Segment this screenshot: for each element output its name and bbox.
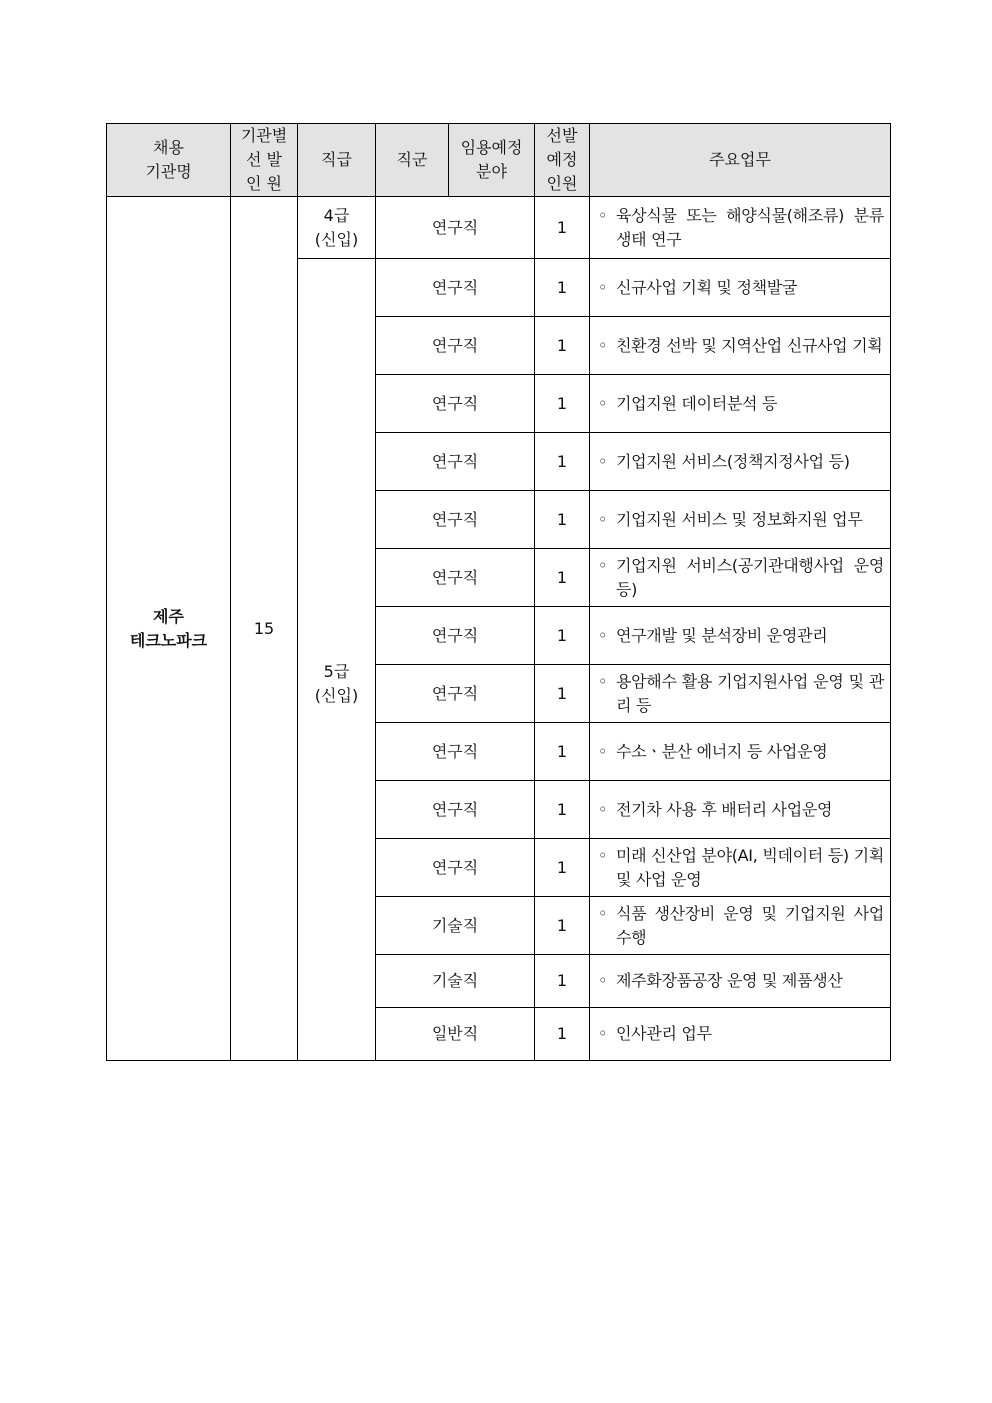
count-cell: 1 <box>535 665 590 723</box>
duty-cell <box>590 665 891 723</box>
duty-text: 기업지원 서비스(공기관대행사업 운영 등) <box>616 555 884 599</box>
table-row <box>107 197 891 259</box>
job-group-cell: 연구직 <box>376 433 535 491</box>
job-group-cell: 연구직 <box>376 317 535 375</box>
duty-text: 친환경 선박 및 지역산업 신규사업 기획 <box>616 335 883 355</box>
header-row <box>107 124 891 197</box>
job-group-cell: 일반직 <box>376 1008 535 1061</box>
duty-cell <box>590 955 891 1008</box>
count-cell: 1 <box>535 1008 590 1061</box>
duty-text: 미래 신산업 분야(AI, 빅데이터 등) 기획 및 사업 운영 <box>616 845 884 889</box>
bullet-icon: ◦ <box>598 625 608 645</box>
bullet-icon: ◦ <box>598 451 608 471</box>
job-group-cell: 기술직 <box>376 955 535 1008</box>
job-group-cell: 연구직 <box>376 259 535 317</box>
duty-text: 인사관리 업무 <box>616 1024 712 1043</box>
job-group-cell: 연구직 <box>376 197 535 259</box>
duty-text: 기업지원 서비스 및 정보화지원 업무 <box>616 509 863 529</box>
duty-cell <box>590 897 891 955</box>
header-duty: 주요업무 <box>590 124 891 197</box>
count-cell: 1 <box>535 433 590 491</box>
duty-text: 기업지원 데이터분석 등 <box>616 393 778 413</box>
header-count: 선발 예정 인원 <box>535 124 590 197</box>
count-cell: 1 <box>535 897 590 955</box>
bullet-icon: ◦ <box>598 671 608 691</box>
bullet-icon: ◦ <box>598 509 608 529</box>
count-cell: 1 <box>535 375 590 433</box>
job-group-cell: 연구직 <box>376 549 535 607</box>
header-org-total: 기관별 선 발 인 원 <box>231 124 298 197</box>
duty-text: 용암해수 활용 기업지원사업 운영 및 관리 등 <box>616 671 884 715</box>
count-cell: 1 <box>535 491 590 549</box>
org-name-cell: 제주 테크노파크 <box>107 197 231 1061</box>
duty-cell <box>590 839 891 897</box>
count-cell: 1 <box>535 955 590 1008</box>
job-group-cell: 연구직 <box>376 839 535 897</box>
bullet-icon: ◦ <box>598 335 608 355</box>
count-cell: 1 <box>535 607 590 665</box>
recruitment-table <box>106 123 891 1061</box>
bullet-icon: ◦ <box>598 1024 608 1043</box>
duty-text: 연구개발 및 분석장비 운영관리 <box>616 625 828 645</box>
duty-cell <box>590 259 891 317</box>
duty-cell <box>590 781 891 839</box>
job-group-cell: 연구직 <box>376 375 535 433</box>
bullet-icon: ◦ <box>598 205 608 225</box>
header-org: 채용 기관명 <box>107 124 231 197</box>
bullet-icon: ◦ <box>598 741 608 761</box>
duty-text: 전기차 사용 후 배터리 사업운영 <box>616 799 833 819</box>
header-grade: 직급 <box>298 124 376 197</box>
job-group-cell: 연구직 <box>376 607 535 665</box>
job-group-cell: 연구직 <box>376 665 535 723</box>
duty-cell <box>590 317 891 375</box>
duty-text: 식품 생산장비 운영 및 기업지원 사업 수행 <box>616 903 884 947</box>
duty-text: 육상식물 또는 해양식물(해조류) 분류생태 연구 <box>616 205 884 249</box>
duty-cell <box>590 549 891 607</box>
bullet-icon: ◦ <box>598 903 608 923</box>
duty-text: 기업지원 서비스(정책지정사업 등) <box>616 451 850 471</box>
bullet-icon: ◦ <box>598 845 608 865</box>
count-cell: 1 <box>535 723 590 781</box>
job-group-cell: 연구직 <box>376 491 535 549</box>
count-cell: 1 <box>535 781 590 839</box>
duty-cell <box>590 723 891 781</box>
job-group-cell: 기술직 <box>376 897 535 955</box>
count-cell: 1 <box>535 839 590 897</box>
duty-cell <box>590 491 891 549</box>
duty-cell <box>590 607 891 665</box>
header-field: 임용예정 분야 <box>449 124 535 197</box>
job-group-cell: 연구직 <box>376 723 535 781</box>
count-cell: 1 <box>535 259 590 317</box>
bullet-icon: ◦ <box>598 799 608 819</box>
duty-text: 제주화장품공장 운영 및 제품생산 <box>616 971 843 990</box>
bullet-icon: ◦ <box>598 393 608 413</box>
duty-text: 수소ㆍ분산 에너지 등 사업운영 <box>616 741 828 761</box>
duty-cell <box>590 375 891 433</box>
bullet-icon: ◦ <box>598 971 608 990</box>
job-group-cell: 연구직 <box>376 781 535 839</box>
duty-text: 신규사업 기획 및 정책발굴 <box>616 277 798 297</box>
duty-cell <box>590 433 891 491</box>
duty-cell <box>590 197 891 259</box>
grade-cell-5: 5급 (신입) <box>298 259 376 1061</box>
count-cell: 1 <box>535 197 590 259</box>
header-job-group: 직군 <box>376 124 449 197</box>
count-cell: 1 <box>535 549 590 607</box>
duty-cell <box>590 1008 891 1061</box>
org-total-cell: 15 <box>231 197 298 1061</box>
bullet-icon: ◦ <box>598 277 608 297</box>
count-cell: 1 <box>535 317 590 375</box>
grade-cell-4: 4급 (신입) <box>298 197 376 259</box>
bullet-icon: ◦ <box>598 555 608 575</box>
